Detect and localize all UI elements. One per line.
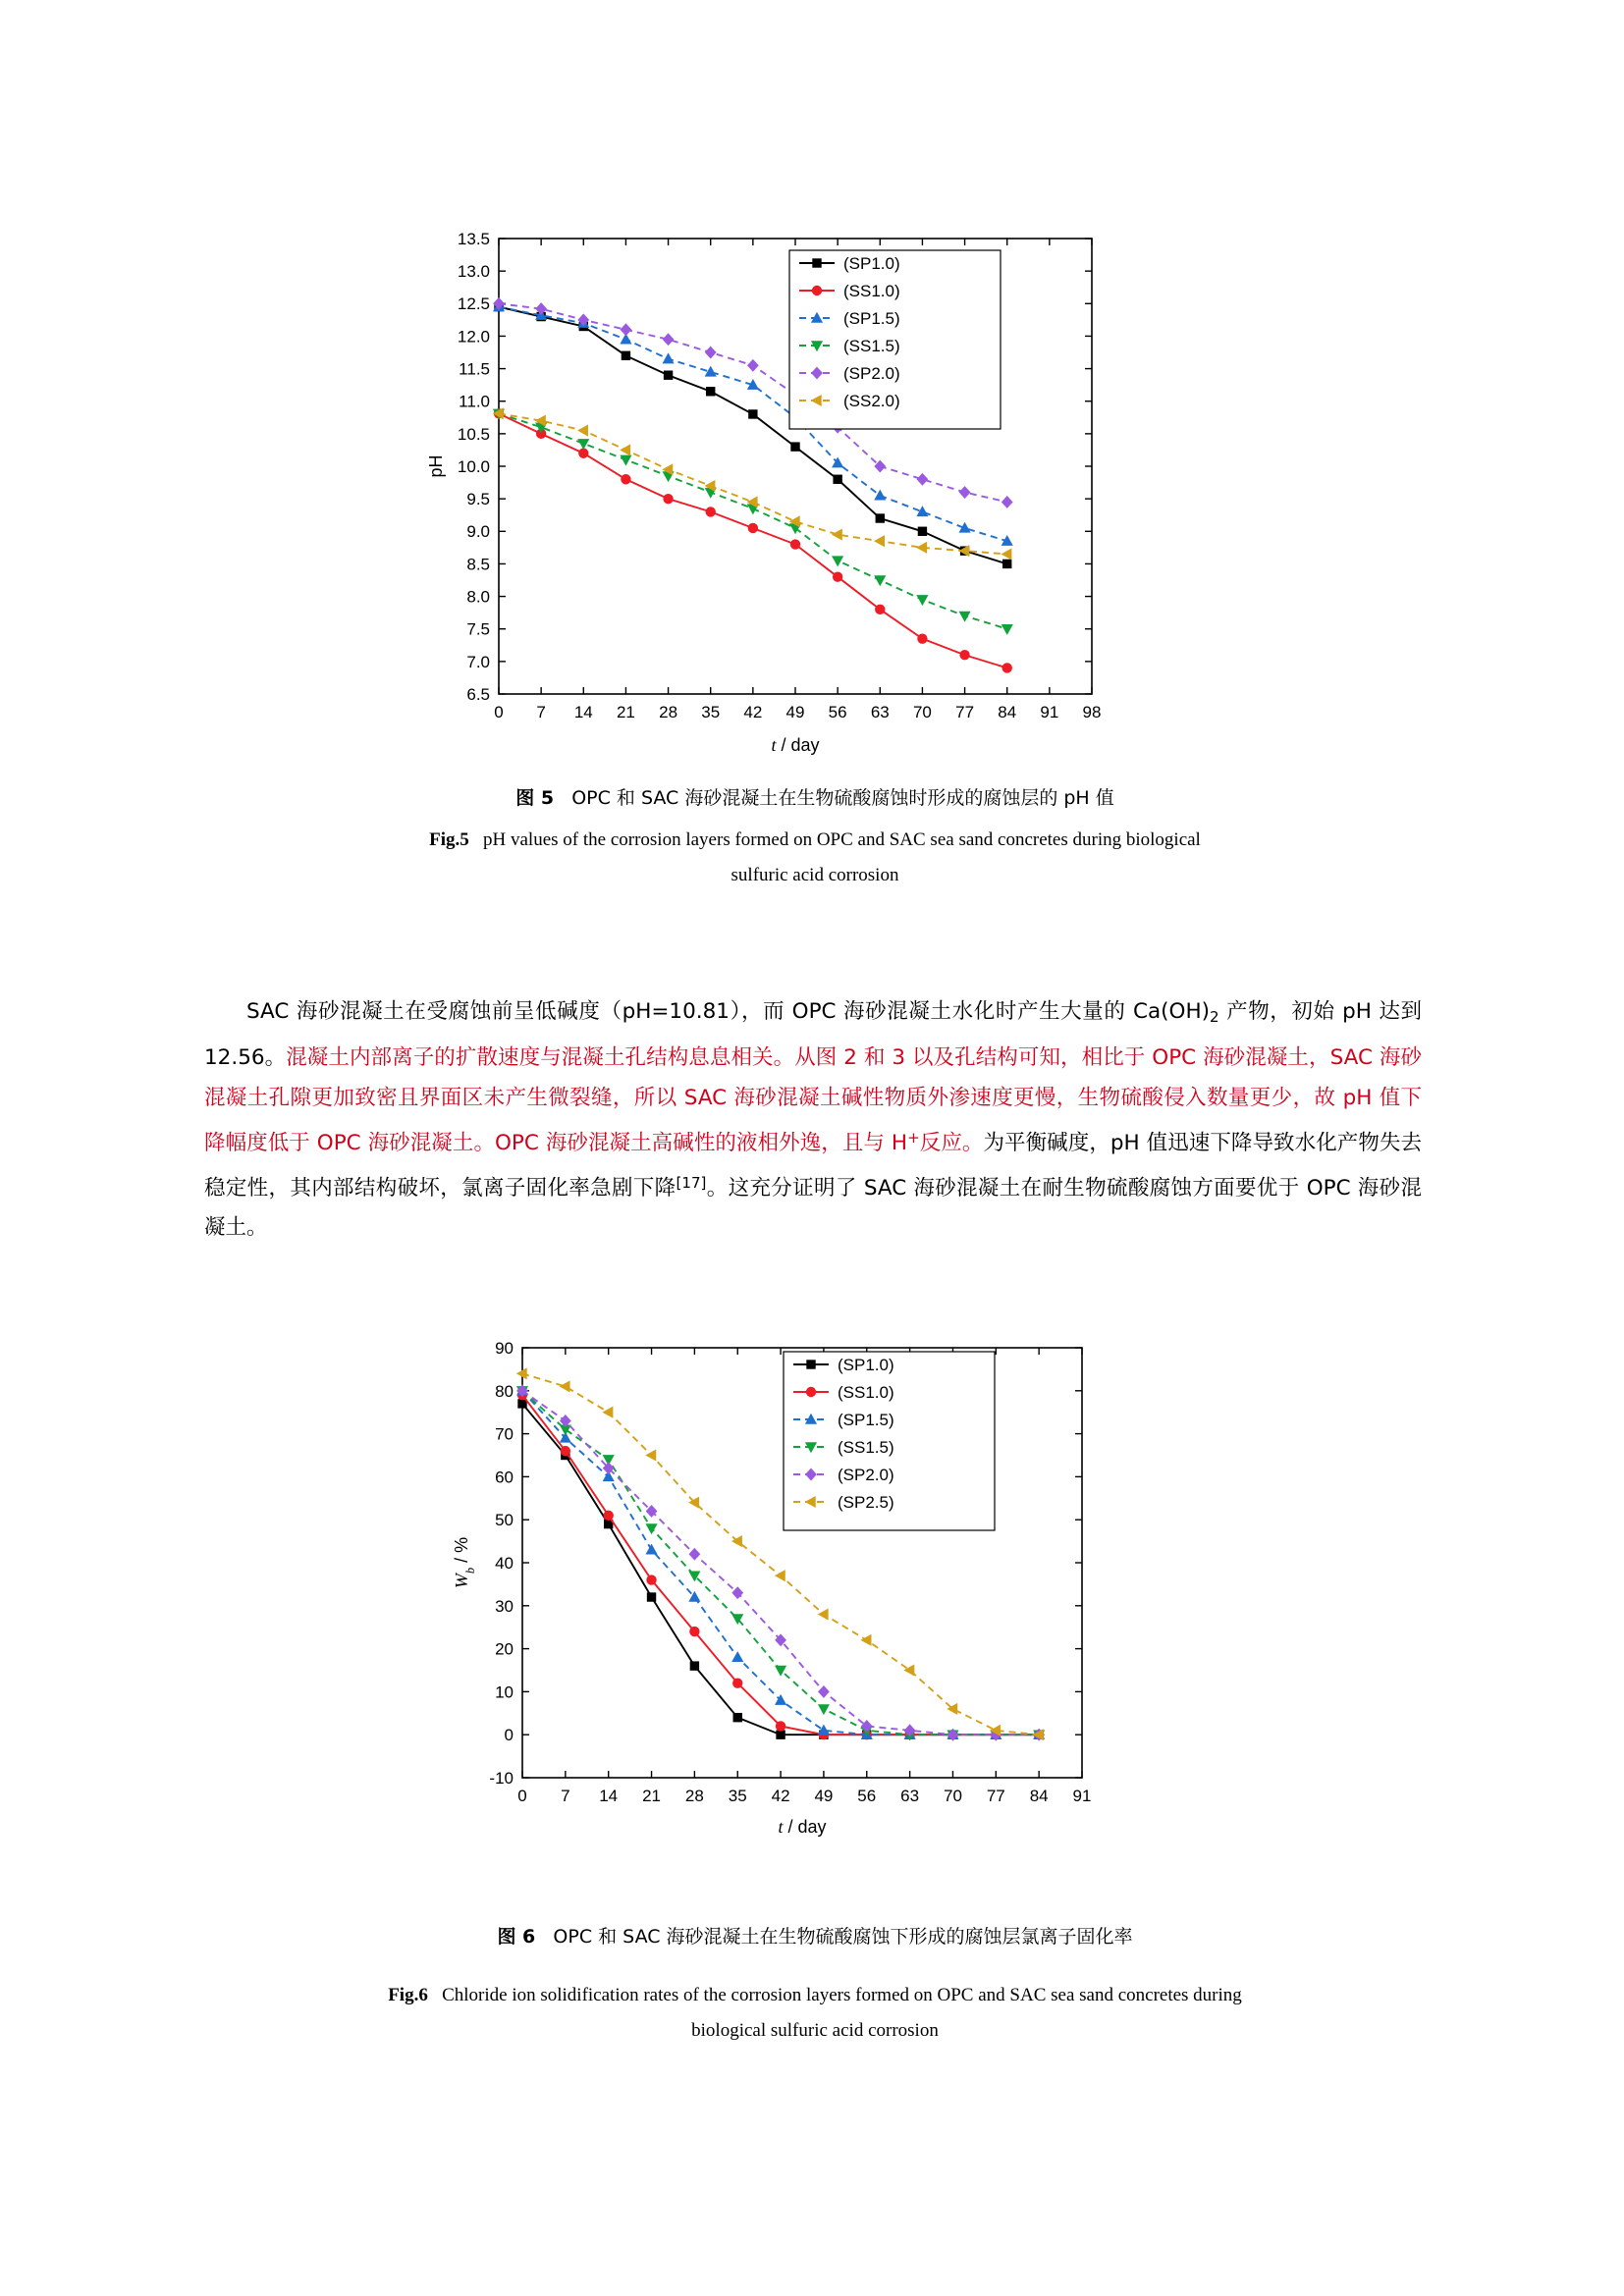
x-tick-label: 35 — [728, 1787, 747, 1805]
data-point-marker — [776, 1722, 785, 1731]
data-point-marker — [917, 474, 927, 485]
paragraph-seg1-sub: 2 — [1210, 1007, 1219, 1026]
data-point-marker — [777, 1731, 785, 1738]
data-point-marker — [917, 596, 927, 605]
y-tick-label: 9.5 — [466, 490, 490, 509]
data-point-marker — [578, 425, 587, 435]
legend-label: (SP2.5) — [838, 1493, 894, 1513]
x-tick-label: 7 — [536, 703, 546, 721]
data-point-marker — [733, 1713, 741, 1721]
data-point-marker — [749, 410, 757, 418]
data-point-marker — [579, 449, 588, 457]
y-tick-label: 80 — [495, 1381, 514, 1401]
x-tick-label: 56 — [857, 1787, 877, 1805]
data-point-marker — [875, 460, 885, 471]
figure-6-caption-cn — [196, 1919, 1434, 1955]
data-point-marker — [561, 1446, 569, 1455]
data-point-marker — [819, 1686, 829, 1697]
data-point-marker — [833, 557, 842, 565]
data-point-marker — [790, 540, 799, 549]
x-tick-label: 56 — [828, 703, 847, 721]
data-point-marker — [819, 1705, 829, 1714]
x-tick-label: 0 — [517, 1787, 527, 1805]
y-tick-label: 30 — [495, 1596, 514, 1616]
y-tick-label: 11.0 — [459, 392, 490, 411]
data-point-marker — [706, 367, 716, 376]
data-point-marker — [748, 523, 757, 532]
data-point-marker — [876, 514, 884, 522]
data-point-marker — [518, 1400, 526, 1408]
data-point-marker — [776, 1666, 785, 1675]
x-tick-label: 42 — [771, 1787, 790, 1805]
data-point-marker — [1002, 625, 1012, 634]
data-point-marker — [806, 1387, 815, 1396]
figure-6-caption-en-label: Fig.6 — [388, 1985, 428, 2005]
data-point-marker — [732, 1652, 742, 1661]
data-point-marker — [690, 1662, 698, 1670]
figure-5-caption-en-line2: sulfuric acid corrosion — [731, 865, 899, 886]
figure-5-caption-en-label: Fig.5 — [429, 829, 469, 850]
figure-6-caption-cn-text: OPC 和 SAC 海砂混凝土在生物硫酸腐蚀下形成的腐蚀层氯离子固化率 — [553, 1926, 1133, 1948]
legend-label: (SP2.0) — [843, 364, 900, 384]
y-tick-label: -10 — [489, 1768, 514, 1788]
legend-label: (SP1.5) — [843, 309, 900, 329]
x-tick-label: 14 — [573, 703, 593, 721]
y-axis-title: pH — [426, 454, 446, 478]
data-point-marker — [664, 494, 673, 503]
data-point-marker — [621, 455, 630, 464]
y-tick-label: 13.0 — [457, 262, 490, 282]
y-tick-label: 6.5 — [466, 684, 490, 704]
paragraph-seg3-sup: [17] — [676, 1173, 707, 1192]
x-tick-label: 91 — [1040, 703, 1059, 721]
x-tick-label: 70 — [912, 703, 932, 721]
chart-legend — [784, 1352, 995, 1530]
data-point-marker — [622, 351, 629, 359]
figure-6-caption-cn-label: 图 6 — [497, 1926, 536, 1948]
x-tick-label: 7 — [561, 1787, 570, 1805]
figure-6-caption-en-line2: biological sulfuric acid corrosion — [691, 2020, 939, 2042]
data-point-marker — [1003, 560, 1011, 567]
x-tick-label: 42 — [743, 703, 763, 721]
x-tick-label: 98 — [1082, 703, 1102, 721]
series-line — [499, 413, 1007, 667]
x-tick-label: 35 — [701, 703, 721, 721]
x-tick-label: 28 — [659, 703, 678, 721]
paragraph-red2: 反应。 — [919, 1130, 984, 1155]
series-line — [499, 413, 1007, 628]
y-tick-label: 90 — [495, 1338, 514, 1358]
x-tick-label: 21 — [616, 703, 635, 721]
data-point-marker — [647, 1593, 655, 1601]
legend-label: (SP2.0) — [838, 1466, 894, 1485]
data-point-marker — [604, 1511, 613, 1520]
figure-5 — [422, 221, 1198, 771]
y-tick-label: 10 — [495, 1682, 514, 1702]
paragraph-seg4: 。这充分证明了 SAC 海砂混凝土在耐生物硫酸腐蚀方面要优于 OPC 海砂混凝土。 — [204, 1175, 1422, 1241]
data-point-marker — [833, 572, 841, 581]
y-tick-label: 20 — [495, 1639, 514, 1659]
x-tick-label: 63 — [900, 1787, 920, 1805]
data-point-marker — [862, 1635, 871, 1645]
y-tick-label: 50 — [495, 1511, 514, 1530]
x-tick-label: 77 — [986, 1787, 1005, 1805]
data-point-marker — [689, 1549, 699, 1560]
legend-label: (SS1.0) — [843, 282, 900, 301]
body-paragraph — [204, 991, 1422, 1248]
data-point-marker — [646, 1450, 655, 1460]
y-tick-label: 10.5 — [457, 424, 490, 444]
data-point-marker — [876, 605, 885, 614]
data-point-marker — [813, 259, 821, 267]
ph-line-chart — [422, 221, 1110, 771]
x-tick-label: 70 — [944, 1787, 962, 1805]
data-point-marker — [706, 347, 716, 357]
data-point-marker — [578, 440, 588, 449]
data-point-marker — [646, 1524, 656, 1533]
series-SS1.5 — [494, 409, 1012, 634]
x-axis-title: t / day — [771, 735, 820, 755]
chart-legend — [789, 250, 1001, 429]
data-point-marker — [959, 487, 969, 498]
legend-label: (SS1.5) — [838, 1438, 894, 1458]
legend-label: (SP1.5) — [838, 1411, 894, 1430]
legend-label: (SS1.0) — [838, 1383, 894, 1403]
data-point-marker — [819, 1609, 828, 1619]
data-point-marker — [647, 1575, 656, 1584]
data-point-marker — [663, 353, 673, 362]
figure-5-caption-en — [196, 823, 1434, 893]
legend-label: (SP1.0) — [838, 1356, 894, 1375]
y-tick-label: 12.0 — [457, 327, 490, 347]
figure-6 — [452, 1330, 1227, 1850]
y-tick-label: 9.0 — [466, 522, 490, 542]
y-tick-label: 70 — [495, 1424, 514, 1444]
y-tick-label: 12.5 — [457, 294, 490, 314]
paragraph-seg3: 为平衡碱度，pH 值迅速下降导致水化产物失去稳定性，其内部结构破坏，氯离子固化率急剧下降 — [204, 1130, 1422, 1201]
data-point-marker — [776, 1695, 785, 1704]
figure-6-caption-en — [196, 1978, 1434, 2049]
x-tick-label: 63 — [870, 703, 890, 721]
data-point-marker — [664, 371, 672, 379]
y-tick-label: 11.5 — [459, 359, 490, 379]
figure-5-caption-cn-label: 图 5 — [515, 787, 555, 809]
figure-5-chart — [422, 221, 1198, 771]
data-point-marker — [960, 651, 969, 660]
data-point-marker — [834, 475, 841, 483]
figure-6-chart — [452, 1330, 1227, 1850]
paragraph-red1: 混凝土内部离子的扩散速度与混凝土孔结构息息相关。从图 2 和 3 以及孔结构可知，相比于 OPC 海砂混凝土，SAC 海砂混凝土孔隙更加致密且界面区未产生微裂缝，所以 SAC 海砂混凝土碱性物质外渗速度更慢，生物硫酸侵入数量更少，故 pH 值下降幅度低于 OPC 海砂混凝土。OPC 海砂混凝土高碱性的液相外逸，且与 H — [204, 1044, 1422, 1155]
data-point-marker — [1002, 664, 1011, 672]
data-point-marker — [663, 334, 673, 345]
data-point-marker — [918, 634, 927, 643]
y-tick-label: 60 — [495, 1468, 514, 1487]
x-tick-label: 28 — [684, 1787, 704, 1805]
data-point-marker — [1002, 497, 1012, 507]
data-point-marker — [690, 1627, 699, 1635]
data-point-marker — [621, 324, 630, 335]
paragraph-seg2: 产物，初始 pH 达到 12.56。 — [204, 999, 1422, 1070]
x-tick-label: 14 — [599, 1787, 619, 1805]
data-point-marker — [776, 1571, 785, 1580]
legend-label: (SP1.0) — [843, 254, 900, 274]
legend-label: (SS1.5) — [843, 337, 900, 356]
wb-line-chart — [452, 1330, 1100, 1850]
paragraph-seg1: SAC 海砂混凝土在受腐蚀前呈低碱度（pH=10.81），而 OPC 海砂混凝土水化时产生大量的 Ca(OH) — [246, 999, 1211, 1024]
series-SS1.0 — [494, 409, 1011, 673]
data-point-marker — [918, 527, 926, 535]
y-tick-label: 7.0 — [466, 652, 490, 671]
data-point-marker — [707, 388, 715, 396]
data-point-marker — [748, 360, 758, 371]
data-point-marker — [621, 445, 629, 454]
data-point-marker — [603, 1408, 612, 1417]
x-axis-title: t / day — [778, 1817, 827, 1837]
paragraph-red1-sup: + — [907, 1128, 920, 1147]
figure-5-caption-cn-text: OPC 和 SAC 海砂混凝土在生物硫酸腐蚀时形成的腐蚀层的 pH 值 — [571, 787, 1114, 809]
data-point-marker — [875, 576, 885, 585]
y-tick-label: 8.5 — [466, 555, 490, 574]
data-point-marker — [706, 507, 715, 516]
data-point-marker — [917, 543, 926, 553]
y-axis-title: $W_b$ / % — [452, 1536, 477, 1589]
legend-label: (SS2.0) — [843, 392, 900, 411]
data-point-marker — [1002, 549, 1011, 559]
x-tick-label: 21 — [642, 1787, 661, 1805]
data-point-marker — [807, 1361, 815, 1368]
y-tick-label: 10.0 — [457, 456, 490, 476]
y-tick-label: 40 — [495, 1553, 514, 1573]
data-point-marker — [561, 1415, 570, 1426]
figure-5-caption-en-line1: pH values of the corrosion layers formed on OPC and SAC sea sand concretes during biological — [483, 829, 1201, 850]
data-point-marker — [622, 475, 630, 484]
y-tick-label: 13.5 — [457, 229, 490, 248]
x-tick-label: 84 — [1029, 1787, 1049, 1805]
data-point-marker — [833, 529, 841, 539]
data-point-marker — [561, 1381, 569, 1391]
x-tick-label: 49 — [814, 1787, 834, 1805]
data-point-marker — [646, 1545, 656, 1554]
x-tick-label: 84 — [998, 703, 1017, 721]
x-tick-label: 0 — [494, 703, 504, 721]
data-point-marker — [959, 612, 969, 620]
y-tick-label: 7.5 — [466, 619, 490, 639]
figure-6-caption-en-line1: Chloride ion solidification rates of the corrosion layers formed on OPC and SAC sea sand concretes during — [442, 1985, 1242, 2005]
data-point-marker — [791, 443, 799, 451]
y-tick-label: 0 — [504, 1726, 514, 1745]
y-tick-label: 8.0 — [466, 587, 490, 607]
x-tick-label: 77 — [955, 703, 975, 721]
figure-5-caption-cn — [196, 780, 1434, 817]
x-tick-label: 49 — [785, 703, 805, 721]
x-tick-label: 91 — [1072, 1787, 1092, 1805]
data-point-marker — [875, 536, 884, 546]
data-point-marker — [812, 286, 821, 294]
data-point-marker — [733, 1679, 742, 1687]
